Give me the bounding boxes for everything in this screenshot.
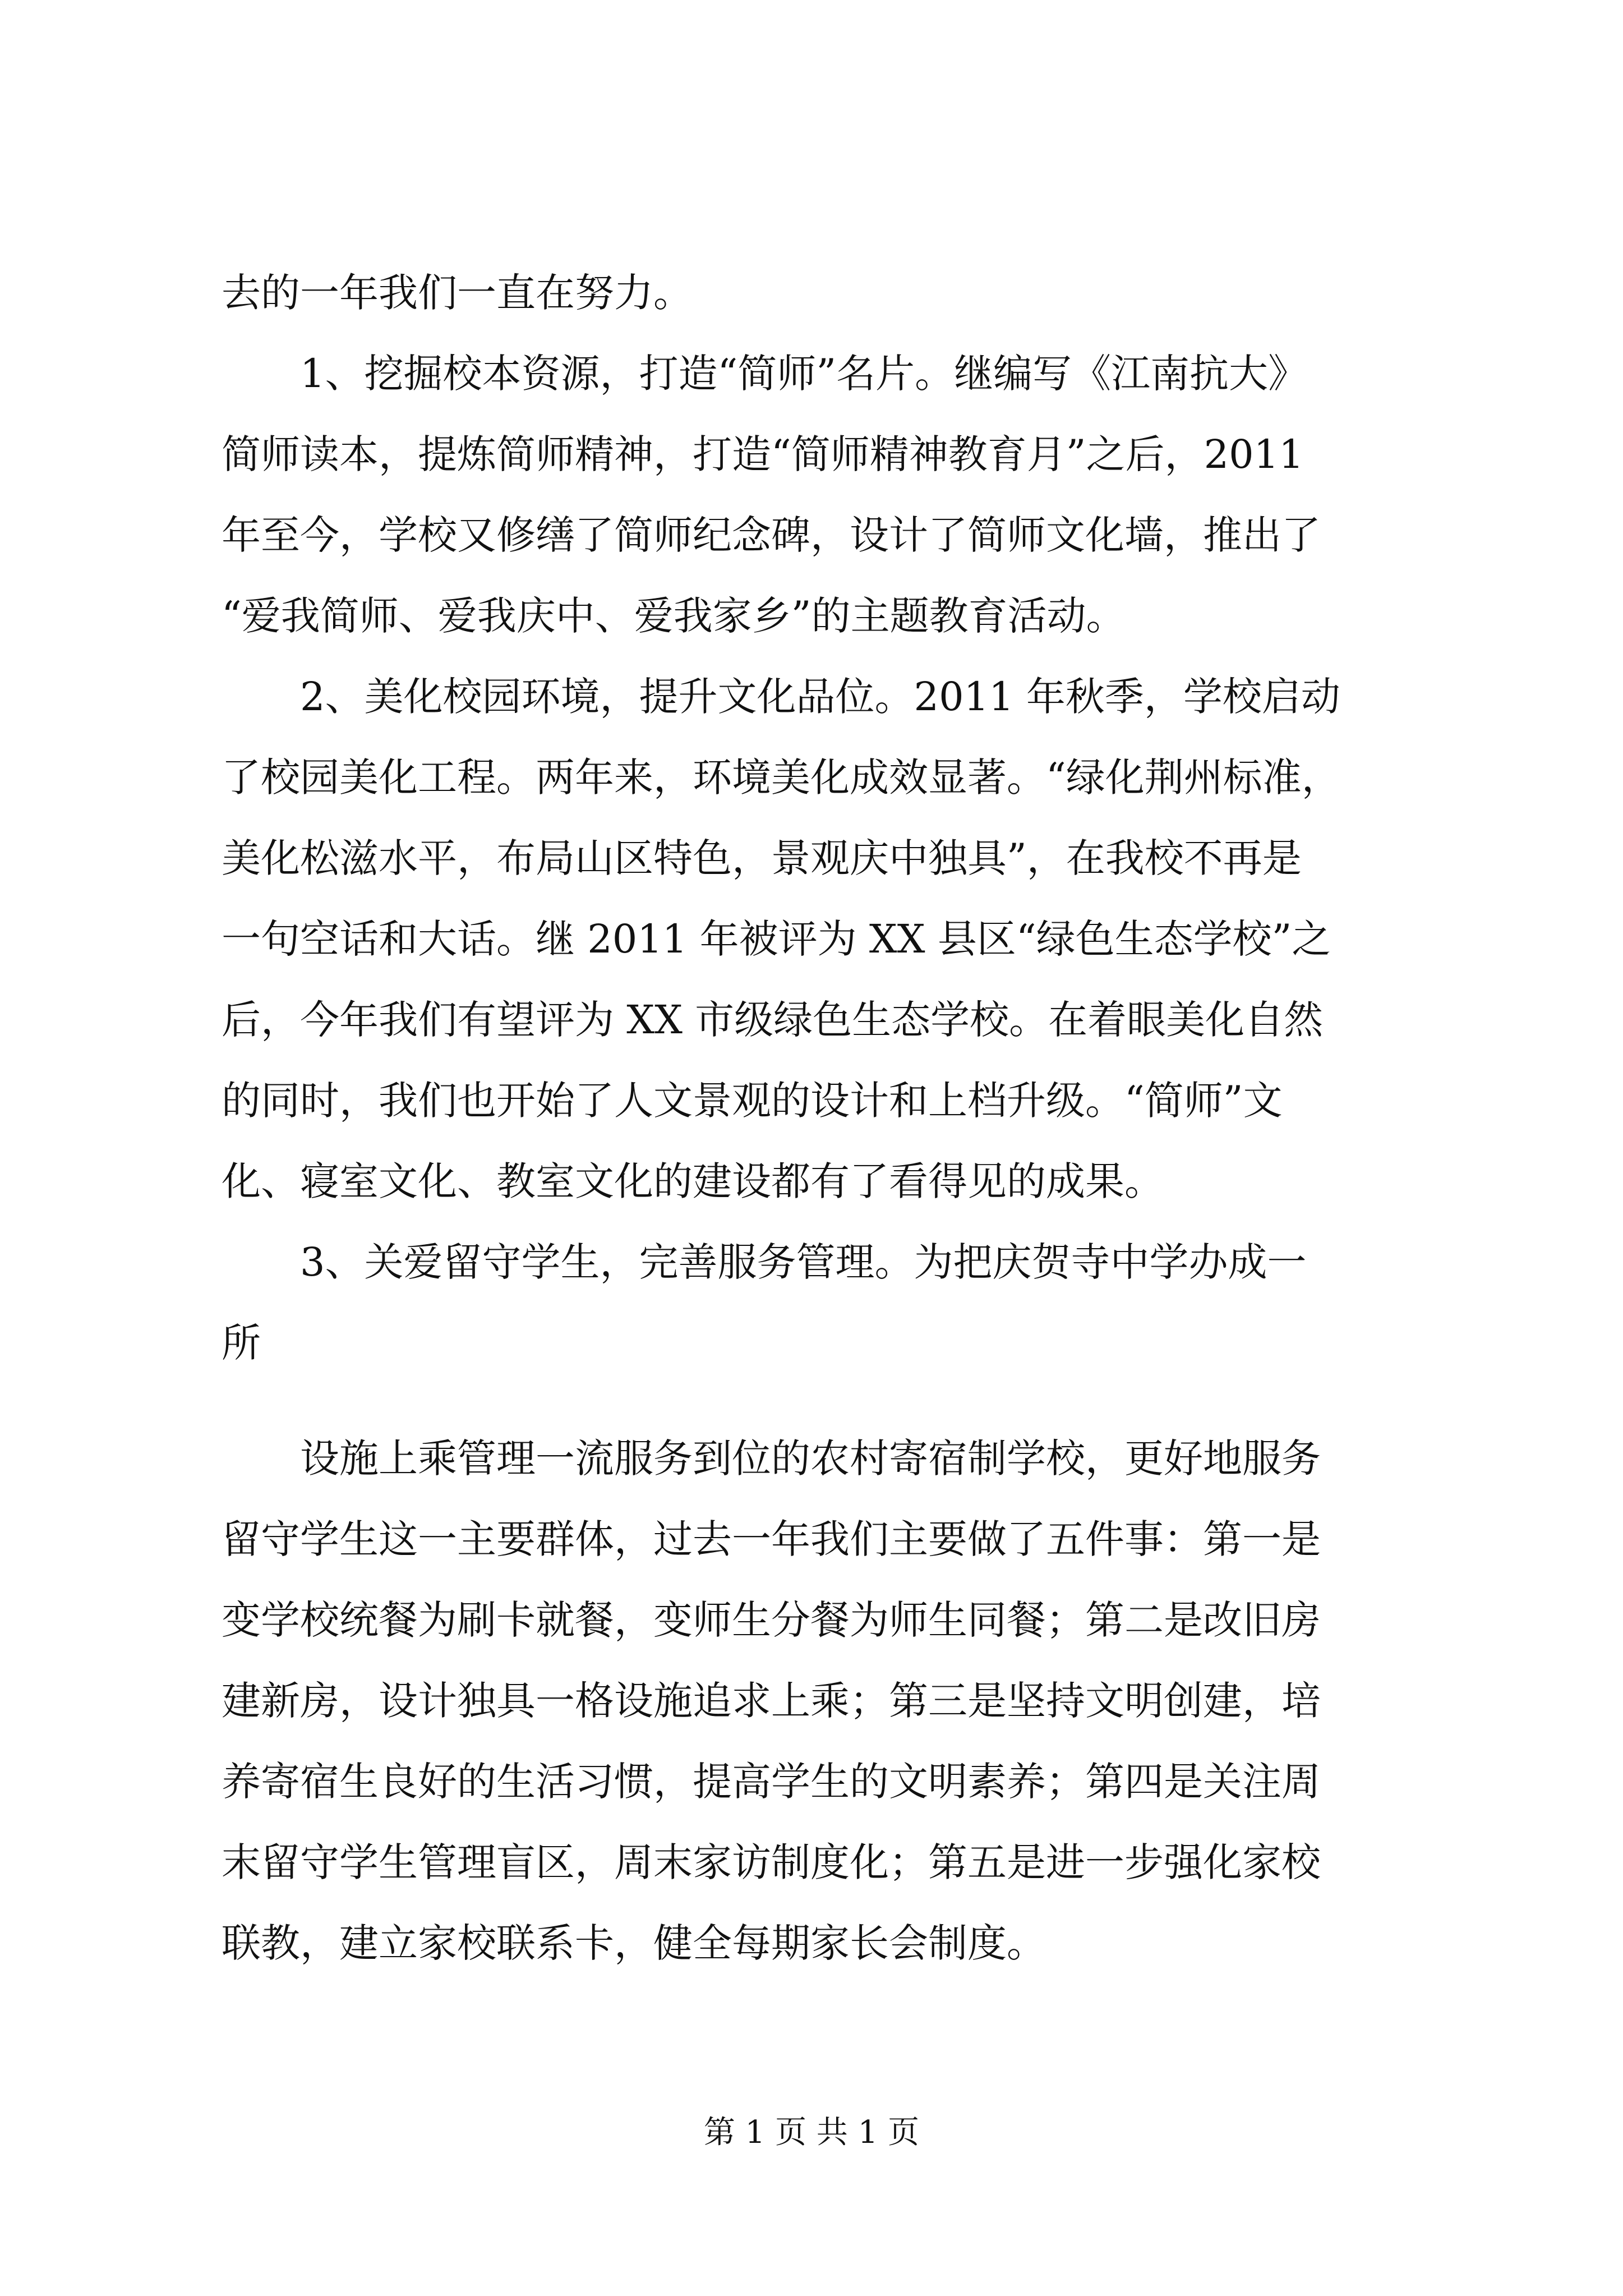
text-line: 去的一年我们一直在努力。: [222, 270, 693, 316]
document-body: [222, 252, 1416, 1984]
text-line: 年至今，学校又修缮了简师纪念碑，设计了简师文化墙，推出了: [222, 512, 1321, 558]
text-line: 的同时，我们也开始了人文景观的设计和上档升级。“简师”文: [222, 1078, 1283, 1124]
text-line: 简师读本，提炼简师精神，打造“简师精神教育月”之后，2011: [222, 431, 1304, 477]
paragraph-3-line: 3、关爱留守学生，完善服务管理。为把庆贺寺中学办成一: [222, 1239, 1307, 1285]
text-line: 末留守学生管理盲区，周末家访制度化；第五是进一步强化家校: [222, 1839, 1321, 1885]
text-line: 美化松滋水平，布局山区特色，景观庆中独具”，在我校不再是: [222, 835, 1302, 881]
text-line: 变学校统餐为刷卡就餐，变师生分餐为师生同餐；第二是改旧房: [222, 1597, 1321, 1643]
text-line: 所: [222, 1320, 261, 1366]
paragraph-2-line: 2、美化校园环境，提升文化品位。2011 年秋季，学校启动: [222, 674, 1340, 720]
text-line: 养寄宿生良好的生活习惯，提高学生的文明素养；第四是关注周: [222, 1759, 1321, 1805]
paragraph-4-line: 设施上乘管理一流服务到位的农村寄宿制学校，更好地服务: [222, 1435, 1321, 1481]
text-line: 后，今年我们有望评为 XX 市级绿色生态学校。在着眼美化自然: [222, 997, 1324, 1043]
page-footer: [0, 2110, 1623, 2155]
paragraph-1-line: 1、挖掘校本资源，打造“简师”名片。继编写《江南抗大》: [222, 351, 1308, 397]
text-line: 建新房，设计独具一格设施追求上乘；第三是坚持文明创建，培: [222, 1678, 1321, 1724]
text-line: 化、寝室文化、教室文化的建设都有了看得见的成果。: [222, 1158, 1164, 1204]
text-line: 联教，建立家校联系卡，健全每期家长会制度。: [222, 1920, 1046, 1966]
page-number-label: 第 1 页 共 1 页: [703, 2114, 920, 2151]
text-line: 了校园美化工程。两年来，环境美化成效显著。“绿化荆州标准，: [222, 754, 1341, 800]
text-line: 一句空话和大话。继 2011 年被评为 XX 县区“绿色生态学校”之: [222, 916, 1331, 962]
text-line: “爱我简师、爱我庆中、爱我家乡”的主题教育活动。: [222, 593, 1126, 639]
text-line: 留守学生这一主要群体，过去一年我们主要做了五件事：第一是: [222, 1516, 1321, 1562]
